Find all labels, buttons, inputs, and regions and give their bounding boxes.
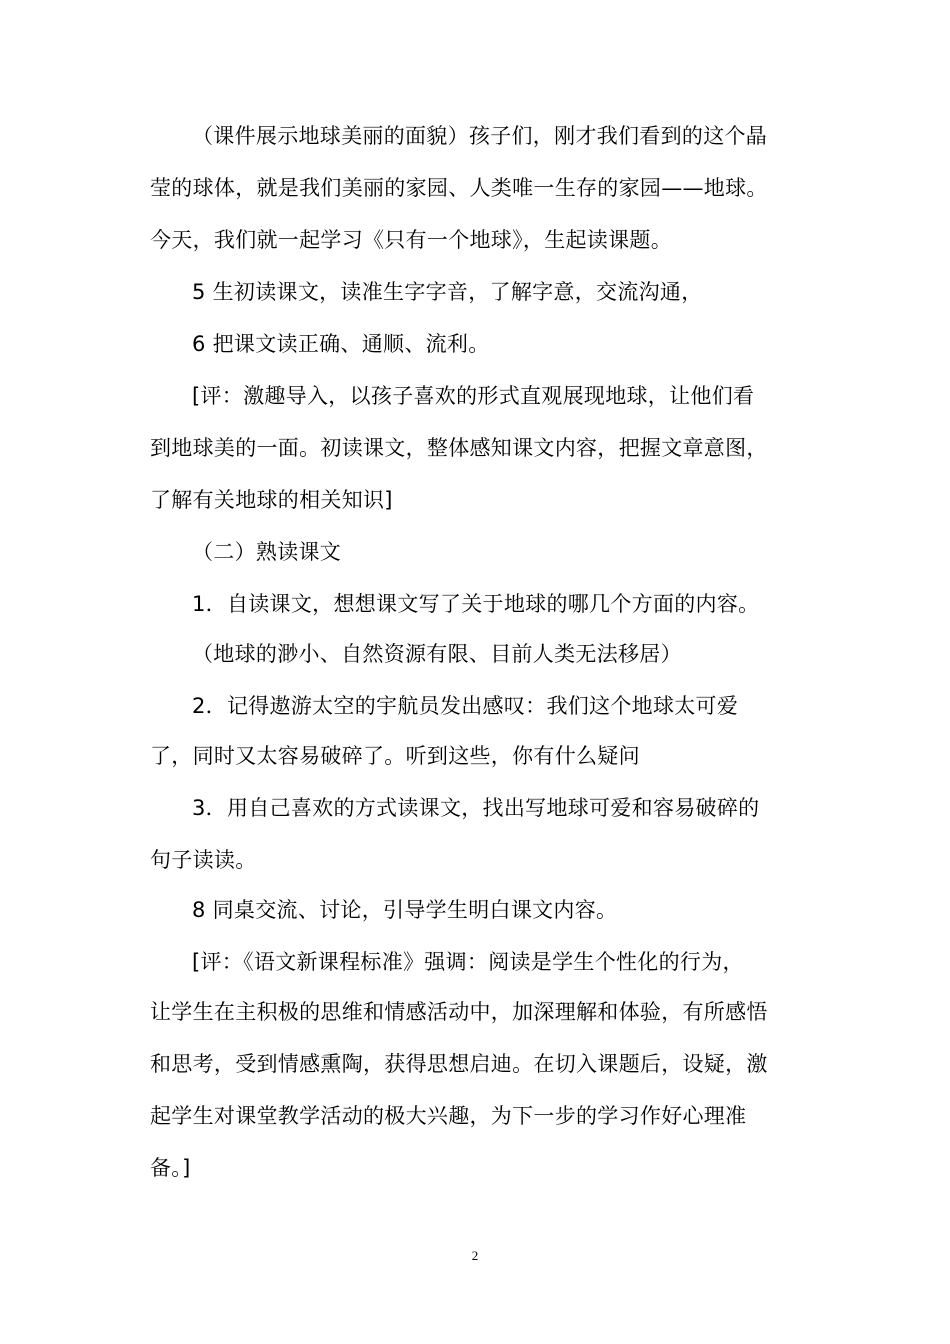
text-line: 今天，我们就一起学习《只有一个地球》，生起读课题。 bbox=[150, 228, 672, 252]
text-line: 了，同时又太容易破碎了。听到这些，你有什么疑问 bbox=[150, 744, 640, 768]
text-line: 到地球美的一面。初读课文，整体感知课文内容，把握文章意图， bbox=[150, 436, 768, 460]
text-line: 起学生对课堂教学活动的极大兴趣，为下一步的学习作好心理准 bbox=[150, 1104, 747, 1128]
text-line: 让学生在主积极的思维和情感活动中，加深理解和体验，有所感悟 bbox=[150, 1000, 768, 1024]
text-line: （课件展示地球美丽的面貌）孩子们，刚才我们看到的这个晶 bbox=[192, 124, 768, 148]
text-line: 句子读读。 bbox=[150, 848, 257, 872]
text-line: 2．记得遨游太空的宇航员发出感叹：我们这个地球太可爱 bbox=[192, 694, 739, 718]
text-line: 5 生初读课文，读准生字字音，了解字意，交流沟通， bbox=[192, 280, 703, 304]
text-line: [评：激趣导入，以孩子喜欢的形式直观展现地球，让他们看 bbox=[192, 384, 755, 408]
text-line: 1．自读课文，想想课文写了关于地球的哪几个方面的内容。 bbox=[192, 592, 760, 616]
text-line: 和思考，受到情感熏陶，获得思想启迪。在切入课题后，设疑，激 bbox=[150, 1052, 768, 1076]
text-line: 3．用自己喜欢的方式读课文，找出写地球可爱和容易破碎的 bbox=[192, 796, 760, 820]
text-line: 8 同桌交流、讨论，引导学生明白课文内容。 bbox=[192, 898, 618, 922]
text-line: 莹的球体，就是我们美丽的家园、人类唯一生存的家园——地球。 bbox=[150, 176, 768, 200]
text-line: 备。] bbox=[150, 1156, 191, 1180]
text-line: 了解有关地球的相关知识] bbox=[150, 488, 393, 512]
text-line: [评：《语文新课程标准》强调：阅读是学生个性化的行为， bbox=[192, 950, 744, 974]
text-line: （地球的渺小、自然资源有限、目前人类无法移居） bbox=[192, 642, 682, 666]
text-line: 6 把课文读正确、通顺、流利。 bbox=[192, 332, 490, 356]
section-heading: （二）熟读课文 bbox=[192, 540, 342, 564]
page-number: 2 bbox=[471, 1248, 479, 1263]
